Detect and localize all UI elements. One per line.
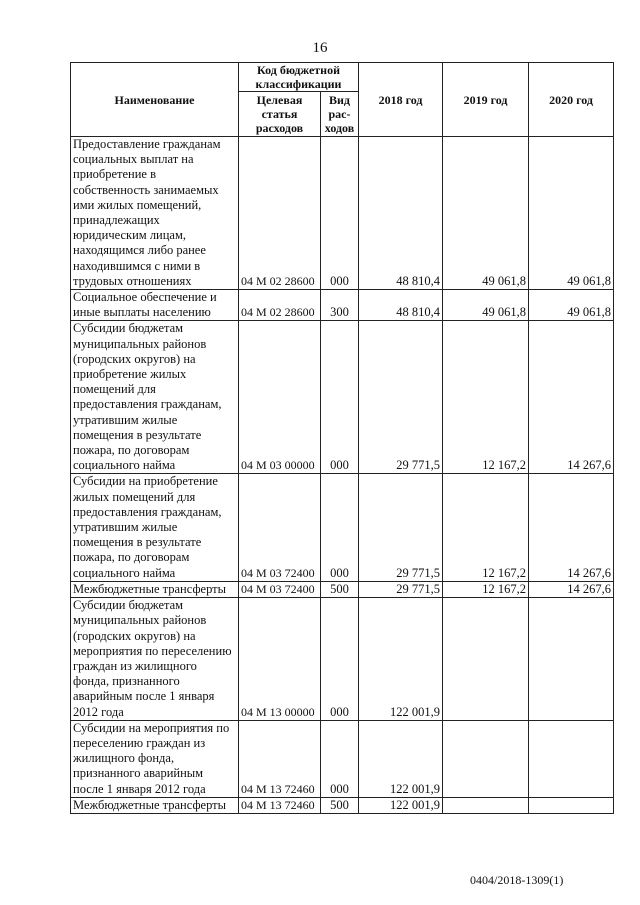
table-header-row <box>71 63 614 92</box>
row-vid: 000 <box>321 321 359 474</box>
row-2018: 29 771,5 <box>359 321 443 474</box>
row-name: Межбюджетные трансферты <box>71 797 239 813</box>
table-row <box>71 290 614 321</box>
row-2020: 14 267,6 <box>529 474 614 581</box>
table-row <box>71 797 614 813</box>
header-name: Наименование <box>71 63 239 137</box>
row-2020: 14 267,6 <box>529 581 614 597</box>
row-2018: 122 001,9 <box>359 720 443 797</box>
header-target-article: Целевая статья расходов <box>239 92 321 137</box>
row-2020: 14 267,6 <box>529 321 614 474</box>
row-2018: 48 810,4 <box>359 137 443 290</box>
row-code: 04 М 02 28600 <box>239 137 321 290</box>
page-number: 16 <box>312 40 328 56</box>
row-2018: 29 771,5 <box>359 581 443 597</box>
row-vid: 500 <box>321 581 359 597</box>
header-expense-type: Вид рас-ходов <box>321 92 359 137</box>
row-name: Субсидии на мероприятия по переселению граждан из жилищного фонда, признанного аварийным после 1 января 2012 года <box>71 720 239 797</box>
row-name: Социальное обеспечение и иные выплаты населению <box>71 290 239 321</box>
table-row <box>71 720 614 797</box>
row-2019 <box>443 598 529 721</box>
row-vid: 000 <box>321 720 359 797</box>
row-code: 04 М 03 00000 <box>239 321 321 474</box>
row-2019: 12 167,2 <box>443 321 529 474</box>
row-vid: 300 <box>321 290 359 321</box>
row-2019: 12 167,2 <box>443 581 529 597</box>
row-2018: 29 771,5 <box>359 474 443 581</box>
row-name: Субсидии бюджетам муниципальных районов (городских округов) на мероприятия по переселению граждан из жилищного фонда, признанного аварийным после 1 января 2012 года <box>71 598 239 721</box>
row-vid: 000 <box>321 474 359 581</box>
header-classification: Код бюджетной классификации <box>239 63 359 92</box>
row-vid: 000 <box>321 137 359 290</box>
row-name: Субсидии на приобретение жилых помещений для предоставления гражданам, утратившим жилые помещения в результате пожара, по договорам социального найма <box>71 474 239 581</box>
row-code: 04 М 03 72400 <box>239 474 321 581</box>
row-2019: 49 061,8 <box>443 137 529 290</box>
row-vid: 500 <box>321 797 359 813</box>
table-row <box>71 598 614 721</box>
table-row <box>71 581 614 597</box>
row-2018: 48 810,4 <box>359 290 443 321</box>
header-2019: 2019 год <box>443 63 529 137</box>
row-2019 <box>443 720 529 797</box>
row-2019 <box>443 797 529 813</box>
row-vid: 000 <box>321 598 359 721</box>
row-2018: 122 001,9 <box>359 598 443 721</box>
row-2020: 49 061,8 <box>529 290 614 321</box>
row-code: 04 М 13 72460 <box>239 797 321 813</box>
header-2018: 2018 год <box>359 63 443 137</box>
row-code: 04 М 13 72460 <box>239 720 321 797</box>
row-code: 04 М 03 72400 <box>239 581 321 597</box>
header-2020: 2020 год <box>529 63 614 137</box>
table-row <box>71 321 614 474</box>
row-2020 <box>529 797 614 813</box>
row-code: 04 М 02 28600 <box>239 290 321 321</box>
table-row <box>71 137 614 290</box>
row-2018: 122 001,9 <box>359 797 443 813</box>
row-name: Субсидии бюджетам муниципальных районов (городских округов) на приобретение жилых помещений для предоставления гражданам, утратившим жилые помещения в результате пожара, по договорам социального найма <box>71 321 239 474</box>
row-2020 <box>529 720 614 797</box>
row-2019: 12 167,2 <box>443 474 529 581</box>
row-2019: 49 061,8 <box>443 290 529 321</box>
row-2020 <box>529 598 614 721</box>
budget-table <box>70 62 614 814</box>
document-registration-code: 0404/2018-1309(1) <box>470 873 564 887</box>
row-2020: 49 061,8 <box>529 137 614 290</box>
row-code: 04 М 13 00000 <box>239 598 321 721</box>
row-name: Межбюджетные трансферты <box>71 581 239 597</box>
row-name: Предоставление гражданам социальных выплат на приобретение в собственность занимаемых ими жилых помещений, принадлежащих юридическим лицам, находящимся либо ранее находившимся с ними в трудовых отношениях <box>71 137 239 290</box>
table-row <box>71 474 614 581</box>
